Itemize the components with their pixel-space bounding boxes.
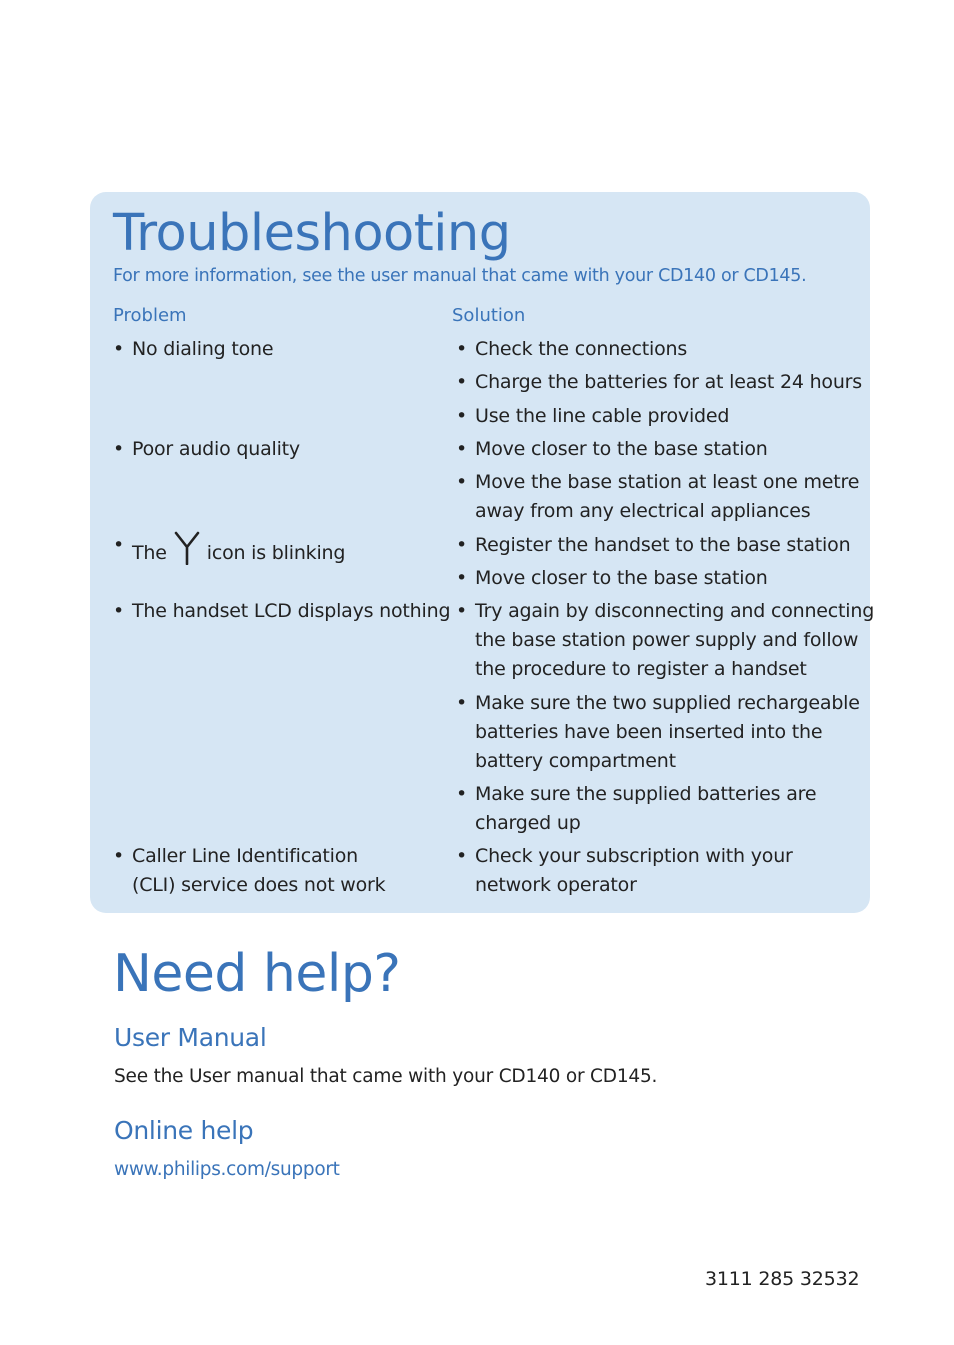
solution-item: • Try again by disconnecting and connecting the base station power supply and follow the procedure to register a handset — [456, 600, 875, 680]
problem-item: • The icon is blinking — [132, 531, 345, 574]
solution-item: • Make sure the supplied batteries are charged up — [456, 783, 817, 834]
online-help-heading: Online help — [114, 1116, 254, 1145]
solution-item: • Charge the batteries for at least 24 hours — [456, 371, 862, 393]
antenna-icon — [173, 531, 201, 574]
problem-item: • Caller Line Identification (CLI) service does not work — [113, 845, 386, 896]
problem-item: • No dialing tone — [113, 338, 274, 360]
solution-item: • Register the handset to the base station — [456, 534, 851, 556]
user-manual-heading: User Manual — [114, 1023, 267, 1052]
solution-item: • Move the base station at least one metre away from any electrical appliances — [456, 471, 860, 522]
solution-item: • Use the line cable provided — [456, 405, 730, 427]
solution-item: • Make sure the two supplied rechargeable batteries have been inserted into the battery compartment — [456, 692, 860, 772]
troubleshooting-subtitle: For more information, see the user manual that came with your CD140 or CD145. — [113, 266, 807, 286]
need-help-title: Need help? — [113, 944, 401, 1004]
document-code: 3111 285 32532 — [705, 1268, 860, 1290]
solution-item: • Move closer to the base station — [456, 438, 768, 460]
troubleshooting-title: Troubleshooting — [113, 204, 511, 263]
solution-column-header: Solution — [452, 305, 526, 326]
problem-item: • Poor audio quality — [113, 438, 300, 460]
problem-item: • The handset LCD displays nothing — [113, 600, 451, 622]
support-link[interactable]: www.philips.com/support — [114, 1159, 340, 1180]
solution-item: • Check the connections — [456, 338, 688, 360]
solution-item: • Check your subscription with your network operator — [456, 845, 793, 896]
problem-column-header: Problem — [113, 305, 187, 326]
solution-item: • Move closer to the base station — [456, 567, 768, 589]
user-manual-text: See the User manual that came with your CD140 or CD145. — [114, 1066, 658, 1087]
